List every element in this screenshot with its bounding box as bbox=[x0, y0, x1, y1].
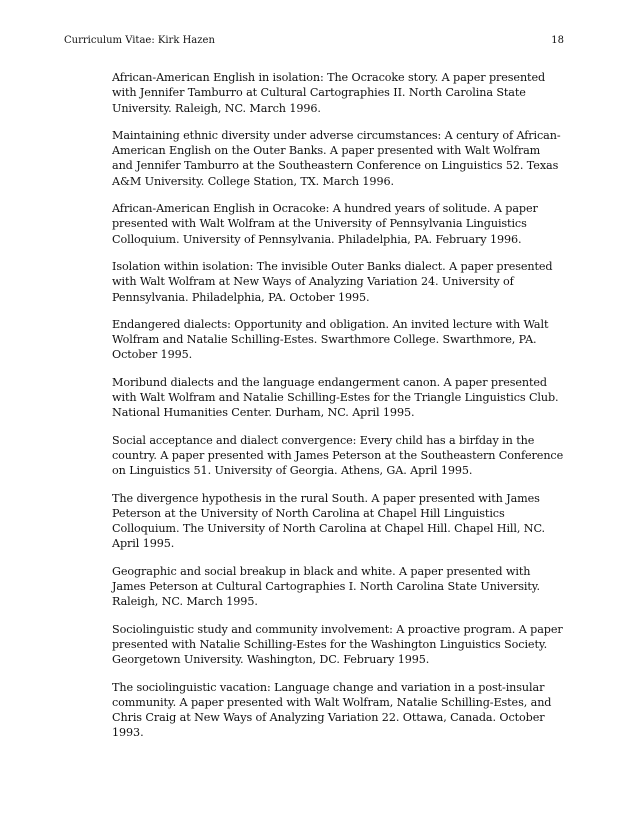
list-item: Endangered dialects: Opportunity and obligation. An invited lecture with Walt Wolfram and Natalie Schilling-Estes. Swarthmore College. Swarthmore, PA. October 1995. bbox=[112, 317, 549, 362]
list-item: The sociolinguistic vacation: Language change and variation in a post-insular community. A paper presented with Walt Wolfram, Natalie Schilling-Estes, and Chris Craig at New Ways of Analyzing Variation 22. Ottawa, Canada. October 1993. bbox=[112, 680, 552, 740]
list-item: Moribund dialects and the language endangerment canon. A paper presented with Walt Wolfram and Natalie Schilling-Estes for the Triangle Linguistics Club. National Humanities Center. Durham, NC. April 1995. bbox=[112, 375, 559, 420]
list-item: Social acceptance and dialect convergence: Every child has a birfday in the country. A paper presented with James Peterson at the Southeastern Conference on Linguistics 51. University of Georgia. Athens, GA. April 1995. bbox=[112, 433, 564, 478]
presentations-list bbox=[112, 70, 564, 753]
page-number: 18 bbox=[551, 35, 564, 46]
list-item: African-American English in isolation: The Ocracoke story. A paper presented with Jennifer Tamburro at Cultural Cartographies II. North Carolina State University. Raleigh, NC. March 1996. bbox=[112, 71, 546, 115]
page-header bbox=[64, 34, 564, 48]
list-item: Isolation within isolation: The invisible Outer Banks dialect. A paper presented with Walt Wolfram at New Ways of Analyzing Variation 24. University of Pennsylvania. Philadelphia, PA. October 1995. bbox=[112, 259, 553, 304]
list-item: Geographic and social breakup in black and white. A paper presented with James Peterson at Cultural Cartographies I. North Carolina State University. Raleigh, NC. March 1995. bbox=[112, 564, 540, 609]
list-item: Sociolinguistic study and community involvement: A proactive program. A paper presented with Natalie Schilling-Estes for the Washington Linguistics Society. Georgetown University. Washington, DC. February 1995. bbox=[112, 622, 563, 667]
list-item: Maintaining ethnic diversity under adverse circumstances: A century of African-American English on the Outer Banks. A paper presented with Walt Wolfram and Jennifer Tamburro at the Southeastern Conference on Linguistics 52. Texas A&M University. College Station, TX. March 1996. bbox=[112, 128, 561, 188]
document-title: Curriculum Vitae: Kirk Hazen bbox=[64, 35, 215, 46]
list-item: African-American English in Ocracoke: A hundred years of solitude. A paper presented with Walt Wolfram at the University of Pennsylvania Linguistics Colloquium. University of Pennsylvania. Philadelphia, PA. February 1996. bbox=[112, 202, 538, 246]
list-item: The divergence hypothesis in the rural South. A paper presented with James Peterson at the University of North Carolina at Chapel Hill Linguistics Colloquium. The University of North Carolina at Chapel Hill. Chapel Hill, NC. April 1995. bbox=[112, 491, 545, 551]
